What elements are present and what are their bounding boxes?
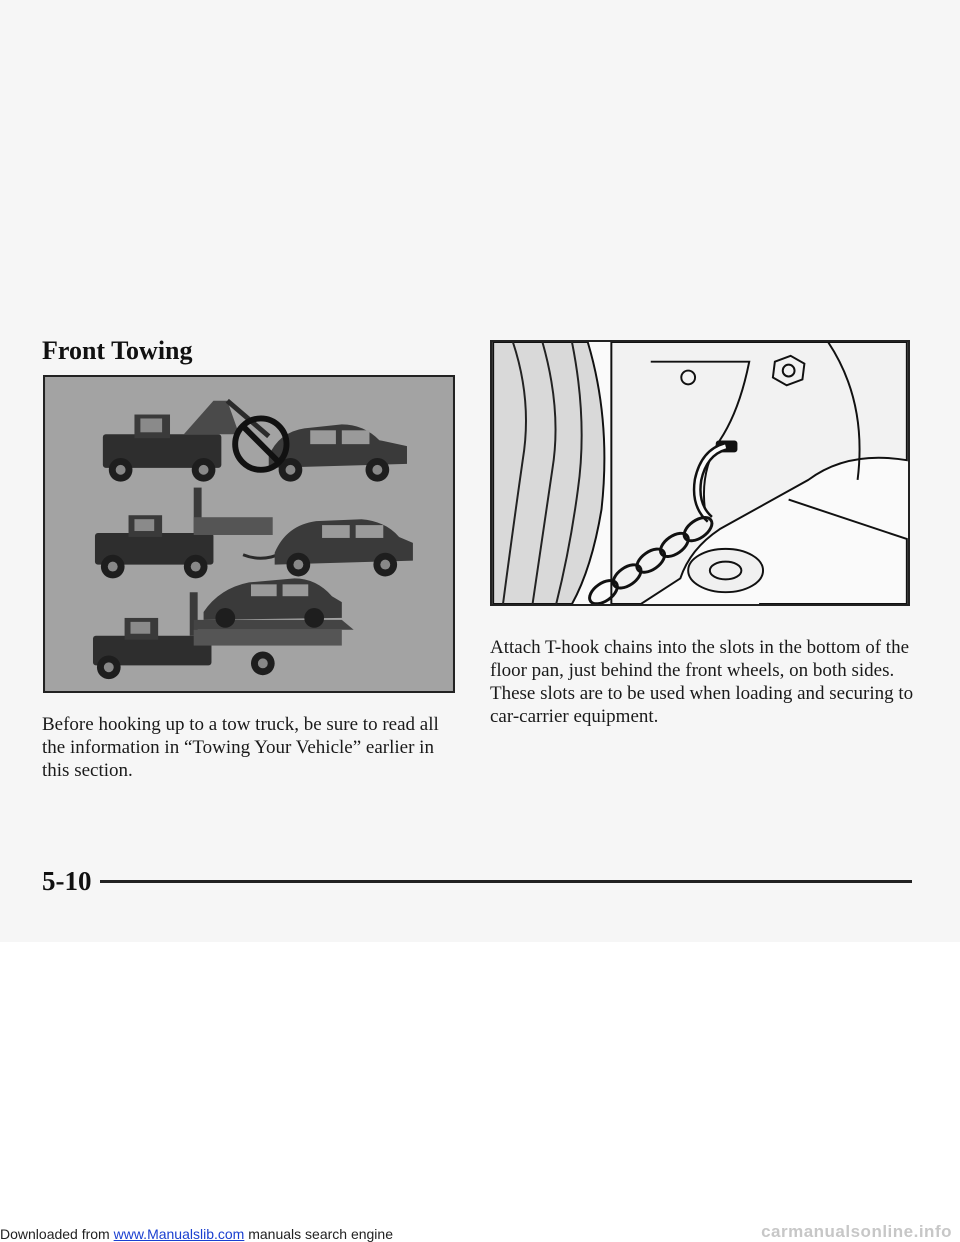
t-hook-instructions-paragraph: Attach T-hook chains into the slots in the bottom of the floor pan, just behind the front wheels, on both sides. These slots are to be used when loading and securing to car-carrier equipment.: [490, 637, 914, 727]
footer-prefix: Downloaded from: [0, 1226, 114, 1242]
tow-truck-illustration: [43, 375, 455, 693]
towing-instructions-paragraph: Before hooking up to a tow truck, be sure to read all the information in “Towing Your Vehicle” earlier in this section.: [42, 714, 439, 781]
t-hook-chain-illustration: [490, 340, 910, 606]
page-number: 5-10: [42, 866, 92, 896]
section-title: Front Towing: [42, 336, 193, 365]
footer-rule: [100, 880, 912, 883]
manualslib-link[interactable]: www.Manualslib.com: [113, 1226, 245, 1242]
footer-suffix: manuals search engine: [244, 1226, 393, 1242]
watermark: carmanualsonline.info: [761, 1222, 952, 1241]
